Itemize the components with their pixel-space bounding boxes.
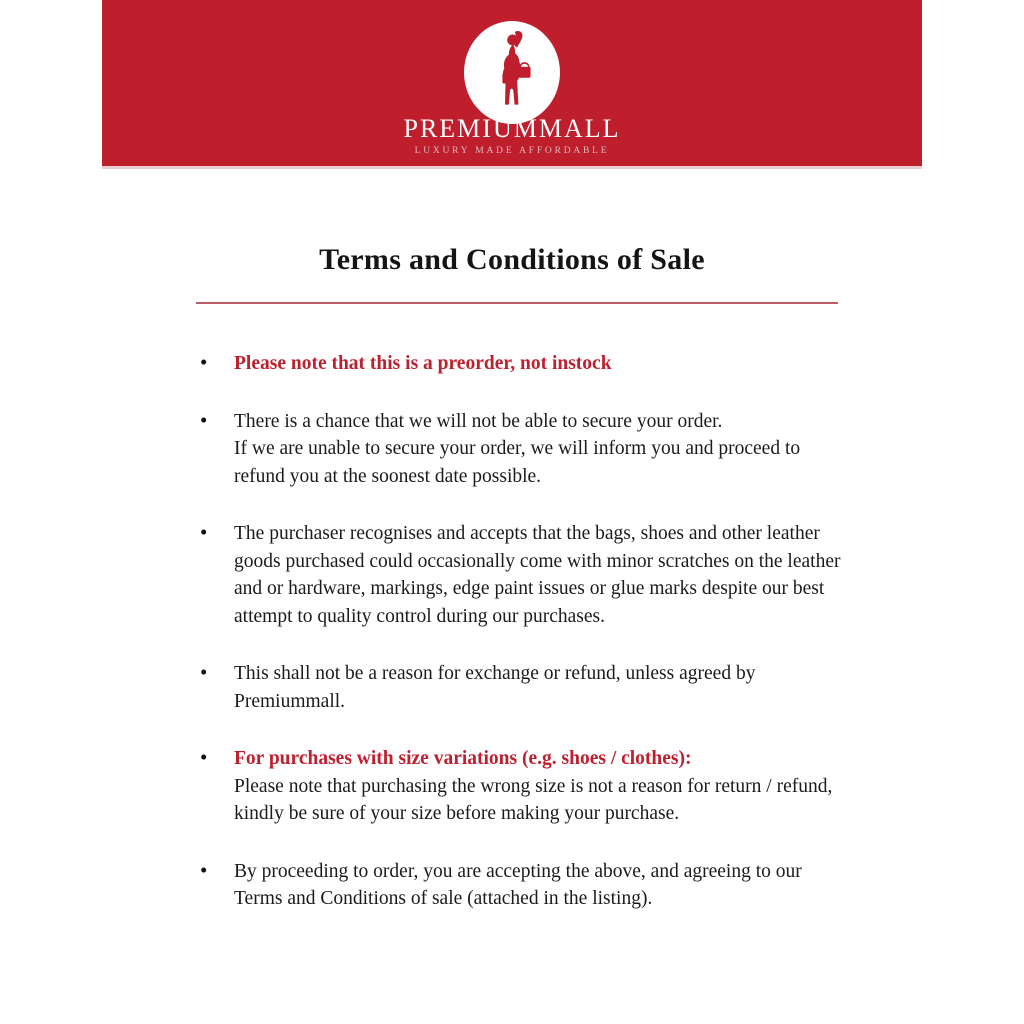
bullet-text: If we are unable to secure your order, we will inform you and proceed to refund you at the soonest date possible.	[234, 438, 801, 487]
brand-header	[102, 0, 922, 169]
terms-bullet-item	[234, 520, 846, 630]
brand-logo	[464, 21, 560, 124]
terms-bullet-item	[234, 660, 846, 715]
bullet-text: Please note that purchasing the wrong size is not a reason for return / refund, kindly be sure of your size before making your purchase.	[234, 775, 833, 824]
bullet-text-emphasis: For purchases with size variations (e.g. shoes / clothes):	[234, 748, 692, 769]
bullet-text: There is a chance that we will not be able to secure your order.	[234, 410, 723, 432]
terms-list	[234, 350, 846, 943]
woman-shopper-silhouette-icon	[480, 27, 544, 124]
terms-bullet-item	[234, 408, 846, 491]
brand-name: PREMIUMMALL	[403, 114, 621, 143]
bullet-text: This shall not be a reason for exchange or refund, unless agreed by Premiummall.	[234, 663, 756, 712]
terms-bullet-item	[234, 745, 846, 828]
bullet-text: The purchaser recognises and accepts that the bags, shoes and other leather goods purchased could occasionally come with minor scratches on the leather and or hardware, markings, edge paint issues or glue marks despite our best attempt to quality control during our purchases.	[234, 523, 841, 627]
bullet-text-emphasis: Please note that this is a preorder, not instock	[234, 353, 612, 374]
bullet-text: By proceeding to order, you are accepting the above, and agreeing to our Terms and Conditions of sale (attached in the listing).	[234, 860, 802, 909]
brand-tagline: LUXURY MADE AFFORDABLE	[414, 146, 610, 156]
title-divider	[196, 302, 838, 304]
page-title: Terms and Conditions of Sale	[319, 243, 705, 276]
terms-bullet-item	[234, 858, 846, 913]
terms-bullet-item	[234, 350, 846, 378]
